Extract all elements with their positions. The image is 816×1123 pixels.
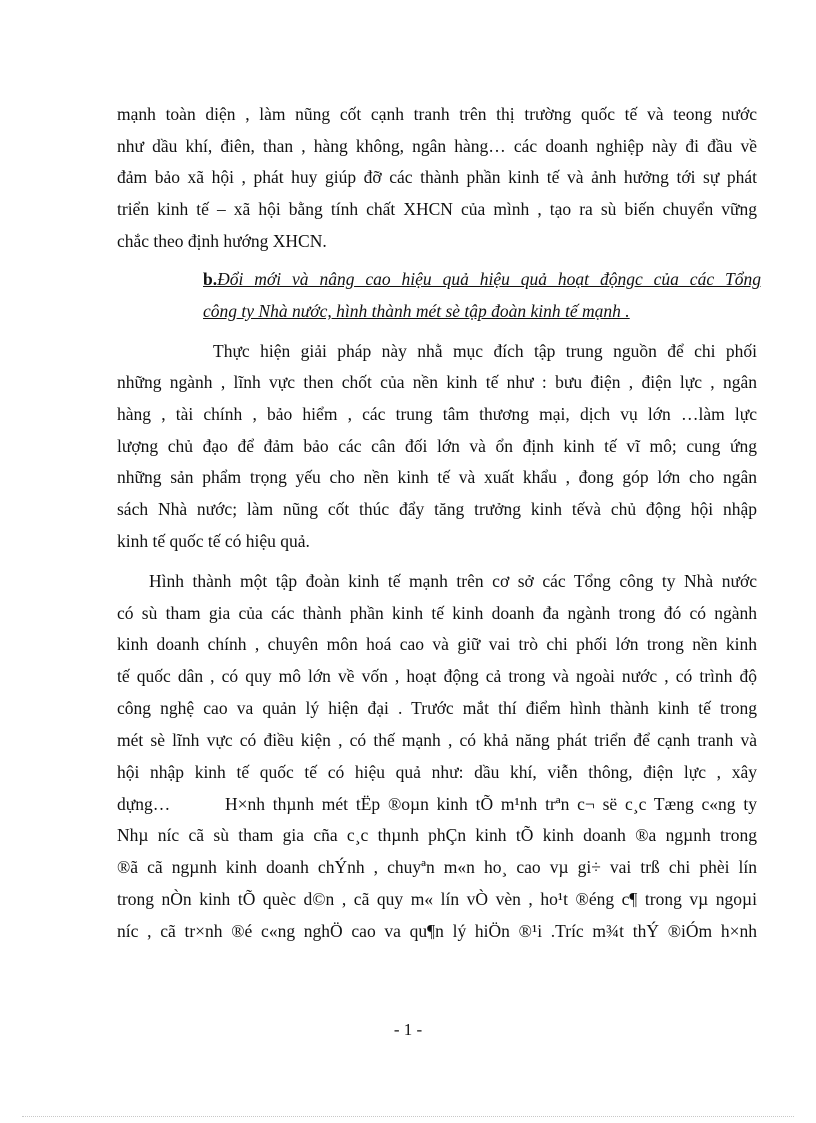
paragraph2-line-1: Thực hiện giải pháp này nhằ mục đích tập trung nguồn để chi phối [213, 341, 757, 361]
paragraph1-line-1: mạnh toàn diện , làm nũng cốt cạnh tranh trên thị trường quốc tế và teong nước [117, 104, 757, 124]
paragraph3-line-7: hội nhập kinh tế quốc tế có hiệu quả như: dầu khí, viễn thông, điện lực , xây [117, 762, 757, 782]
paragraph3-line-5: công nghệ cao va quản lý hiện đại . Trước mắt thí điểm hình thành kinh tế trong [117, 698, 757, 718]
paragraph3-line-11: trong nÒn kinh tÕ quèc d©n , cã quy m« lín vÒ vèn , ho¹t ®éng c¶ trong vµ ngoµi [117, 889, 757, 909]
page-number: - 1 - [393, 1020, 423, 1039]
section-heading-title: Đổi mới và nâng cao hiệu quả hiệu quả hoạt độngc của các Tổng [217, 269, 761, 289]
paragraph1-line-5: chắc theo định hướng XHCN. [117, 231, 327, 251]
paragraph1-line-3: đảm bảo xã hội , phát huy giúp đỡ các thành phần kinh tế và ảnh hưởng tới sự phát [117, 167, 757, 187]
paragraph3-line-4: tế quốc dân , có quy mô lớn về vốn , hoạt động cả trong và ngoài nước , có trình độ [117, 666, 757, 686]
paragraph1-line-2: như dầu khí, điên, than , hàng không, ngân hàng… các doanh nghiệp này đi đầu về [117, 136, 757, 156]
paragraph1-line-4: triển kinh tế – xã hội bằng tính chất XHCN của mình , tạo ra sù biến chuyển vững [117, 199, 757, 219]
section-heading-label: b. [203, 269, 218, 289]
paragraph3-line-1: Hình thành một tập đoàn kinh tế mạnh trên cơ sở các Tổng công ty Nhà nước [149, 571, 757, 591]
paragraph2-line-6: sách Nhà nước; làm nũng cốt thúc đẩy tăng trưởng kinh tếvà chủ động hội nhập [117, 499, 757, 519]
paragraph2-line-4: lượng chủ đạo để đảm bảo các cân đối lớn và ổn định kinh tế vĩ mô; cung ứng [117, 436, 757, 456]
section-heading-line-2: công ty Nhà nước, hình thành mét sè tập đoàn kinh tế mạnh . [203, 301, 630, 321]
paragraph3-line-3: kinh doanh chính , chuyên môn hoá cao và giữ vai trò chi phối lớn trong nền kinh [117, 634, 757, 654]
paragraph3-line-10: ®ã cã ngµnh kinh doanh chÝnh , chuyªn m«n ho¸ cao vµ gi÷ vai trß chi phèi lín [117, 857, 757, 877]
paragraph2-line-2: những ngành , lĩnh vực then chốt của nền kinh tế như : bưu điện , điện lực , ngân [117, 372, 757, 392]
paragraph3-line-9: Nhµ níc cã sù tham gia cña c¸c thµnh phÇn kinh tÕ kinh doanh ®a ngµnh trong [117, 825, 757, 845]
paragraph3-line-6: mét sè lĩnh vực có điều kiện , có thế mạnh , có khả năng phát triển để cạnh tranh và [117, 730, 757, 750]
paragraph3-line-2: có sù tham gia của các thành phần kinh tế kinh doanh đa ngành trong đó có ngành [117, 603, 757, 623]
section-heading-line-1 [203, 268, 761, 290]
paragraph2-line-3: hàng , tài chính , bảo hiểm , các trung tâm thương mại, dịch vụ lớn …làm lực [117, 404, 757, 424]
page-bottom-divider [22, 1116, 794, 1117]
paragraph2-line-7: kinh tế quốc tế có hiệu quả. [117, 531, 310, 551]
paragraph3-line-12: níc , cã tr×nh ®é c«ng nghÖ cao va qu¶n lý hiÖn ®¹i .Tríc m¾t thÝ ®iÓm h×nh [117, 921, 757, 941]
paragraph3-line-8: dựng… H×nh thµnh mét tËp ®oµn kinh tÕ m¹nh trªn c¬ së c¸c Tæng c«ng ty [117, 794, 757, 814]
paragraph2-line-5: những sản phẩm trọng yếu cho nền kinh tế và xuất khẩu , đong góp lớn cho ngân [117, 467, 757, 487]
